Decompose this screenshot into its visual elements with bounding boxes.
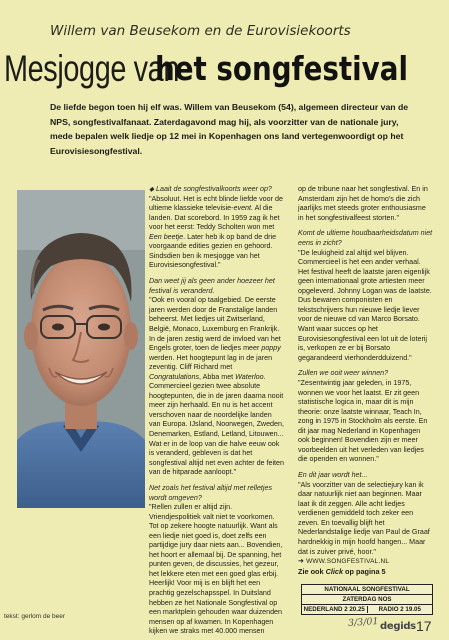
website-link[interactable]: ➜ WWW.SONGFESTIVAL.NL — [298, 558, 390, 566]
question-5: Zullen we ooit weer winnen? — [298, 369, 389, 378]
question-3: Net zoals het festival altijd met relletjes wordt omgeven? — [149, 484, 273, 502]
answer-4: "De leukigheid zal altijd wel blijven. Commercieel is het een ander verhaal. Het festival heeft de laatste jaren eigenlijk geen internationaal grote artiesten meer opgeleverd. Johnny Logan was de laatste. Dus bewaren componisten en tekstschrijvers hun nieuwe liedje liever voor de nieuwe cd van Marco Borsato. Want waar succes op het Eurovisiesongfestival een lot uit de loterij is, verkopen ze er bij Borsato gegarandeerd vierhonderdduizend." — [298, 248, 432, 362]
magazine-logo: degids — [380, 621, 416, 632]
answer-2: "Ook en vooral op taalgebied. De eerste jaren werden door de Franstalige landen beheerst. Met liedjes uit Zwitserland, België, Monaco, Luxemburg en Frankrijk. In de jaren zestig werd de invloed van het Engels groter, toen de liedjes meer poppy werden. Het hoogtepunt lag in de jaren zeventig. Cliff Richard met Congratulations, Abba met Waterloo. Commercieel gezien twee absolute hoogtepunten, die in de jaren daarna nooit meer zijn herhaald. En nu is het accent verschoven naar de noordelijke landen van Europa. IJsland, Noorwegen, Zweden, Denemarken, Estland, Letland, Litouwen... Wat er in de loop van die halve eeuw ook is veranderd, gebleven is dat het songfestival altijd net even achter de feiten van de hitparade aanloopt." — [149, 296, 284, 477]
broadcast-day: ZATERDAG NOS — [302, 595, 432, 605]
article-column-1 — [149, 185, 284, 637]
article-column-2 — [298, 185, 433, 576]
handwritten-date: 3/3/01 — [347, 615, 379, 630]
see-also: Zie ook Click op pagina 5 — [298, 566, 386, 576]
answer-5: "Zesentwintig jaar geleden, in 1975, wonnen we voor het laatst. Er zit geen statistische logica in, maar dit is mijn theorie: onze laatste winnaar, Teach In, zong in 1975 in Stockholm als eerste. En dit jaar mag Nederland in Kopenhagen ook beginnen! Bovendien zijn er meer voorbeelden uit het verleden van liedjes die openden en wonnen." — [298, 378, 428, 464]
answer-3: "Rellen zullen er altijd zijn. Vriendjespolitiek valt niet te voorkomen. Tot op zekere hoogte natuurlijk. Want als een liedje niet goed is, doet zelfs een partijdige jury daar niets aan... Bovendien, het hoort er allemaal bij. De spanning, het punten geven, de discussies, het gezeur, het lekkere eten met een goed glas erbij. Heerlijk! Voor mij is en blijft het een prachtig gezelschapsspel. In Duitsland hebben ze het Nationale Songfestival op een marktplein gehouden waar duizenden mensen op af kwamen. In Kopenhagen kijken we straks met 40.000 mensen — [149, 503, 283, 636]
photo-credit: tekst: gerlom de beer — [4, 613, 66, 620]
broadcast-info-box — [301, 584, 433, 615]
kicker: Willem van Beusekom en de Eurovisiekoorts — [50, 23, 351, 39]
question-1: ◆ Laait de songfestivalkoorts weer op? — [149, 185, 272, 193]
portrait-illustration — [17, 190, 145, 508]
headline-light: Mesjogge van — [4, 48, 180, 89]
answer-3-continued: op de tribune naar het songfestival. En in Amsterdam zijn het de homo's die zich jaarlijks met steeds groter enthousiasme in het songfestivalfeest storten." — [298, 185, 428, 222]
broadcast-radio: RADIO 2 19.05 — [367, 606, 433, 613]
broadcast-tv: NEDERLAND 2 20.25 — [303, 606, 365, 613]
answer-1: "Absoluut. Het is echt blinde liefde voor de ultieme klassieke televisie-event. Al die landen. Dat scorebord. In 1959 zag ik het voor het eerst: Teddy Scholten won met Een beetje. Later heb ik op band de drie voorgaande edities gezien en gehoord. Sindsdien ben ik mesjogge van het Eurovisiesongfestival." — [149, 194, 283, 270]
headline-bold: het songfestival — [155, 49, 408, 88]
triangle-bullet-icon: ◆ — [149, 186, 154, 193]
intro-paragraph: De liefde begon toen hij elf was. Willem van Beusekom (54), algemeen directeur van de NPS, songfestivalfanaat. Zaterdagavond mag hij, als voorzitter van de nationale jury, mede bepalen welk liedje op 12 mei in Kopenhagen ons land vertegenwoordigt op het Eurovisiesongfestival. — [50, 102, 409, 156]
arrow-right-icon: ➜ — [298, 558, 305, 566]
broadcast-channels — [302, 605, 432, 614]
headline — [4, 44, 444, 102]
question-6: En dit jaar wordt het... — [298, 471, 368, 480]
answer-6: "Als voorzitter van de selectiejury kan ik daar natuurlijk niet aan beginnen. Maar laat ik dit zeggen. Alle acht liedjes verdienen gemiddeld toch zeker een zeven. En toevallig blijft het Nederlandstalige liedje van Paul de Graaf hardnekkig in mijn hoofd hangen... Maar dat is zuiver privé, hoor." — [298, 480, 430, 556]
portrait-photo — [17, 190, 145, 508]
question-4: Komt de ultieme houdbaarheidsdatum niet eens in zicht? — [298, 229, 433, 248]
question-2: Dan weet jij als geen ander hoezeer het festival is veranderd. — [149, 277, 275, 295]
page-number: 17 — [416, 618, 432, 634]
broadcast-title: NATIONAAL SONGFESTIVAL — [302, 585, 432, 595]
